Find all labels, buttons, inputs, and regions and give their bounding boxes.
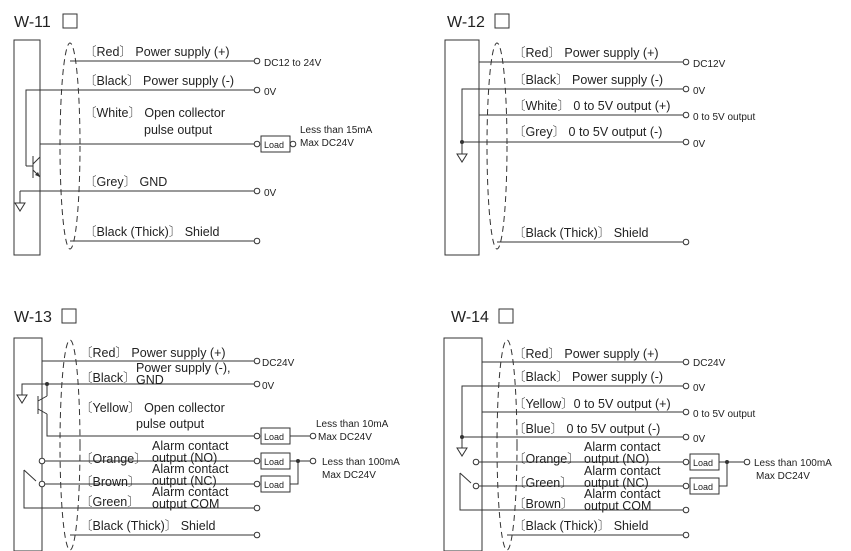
load-label: Load bbox=[264, 480, 285, 490]
square-symbol bbox=[499, 309, 513, 323]
wire-right-black: 0V bbox=[262, 381, 275, 392]
square-symbol bbox=[62, 309, 76, 323]
wire-label-white: 〔White〕 0 to 5V output (+) bbox=[513, 99, 671, 113]
cable-bundle bbox=[60, 43, 80, 249]
sensor-housing bbox=[444, 338, 482, 551]
wire-label-brown-a: Alarm contact bbox=[152, 462, 229, 476]
wire-right-orange-2: Max DC24V bbox=[322, 470, 376, 481]
wire-right-white-2: Max DC24V bbox=[300, 138, 354, 149]
wire-right-red: DC24V bbox=[262, 358, 295, 369]
load-label: Load bbox=[693, 482, 714, 492]
terminal bbox=[254, 532, 260, 538]
terminal bbox=[254, 188, 260, 194]
wire-right-orange-2: Max DC24V bbox=[756, 471, 810, 482]
load-label: Load bbox=[264, 432, 285, 442]
wire-label-black: 〔Black〕 Power supply (-) bbox=[513, 370, 664, 384]
terminal bbox=[683, 239, 689, 245]
wire-label-brown: 〔Brown〕 bbox=[80, 475, 141, 489]
terminal bbox=[473, 459, 479, 465]
wire-label-red: 〔Red〕 Power supply (+) bbox=[513, 347, 659, 361]
square-symbol bbox=[495, 14, 509, 28]
load-label: Load bbox=[264, 457, 285, 467]
terminal bbox=[39, 481, 45, 487]
wire-label-red: 〔Red〕 Power supply (+) bbox=[80, 346, 226, 360]
wire-label-green: 〔Green〕 bbox=[513, 476, 573, 490]
wire-label-brown-a: Alarm contact bbox=[584, 487, 661, 501]
wire-right-yellow: 0 to 5V output bbox=[693, 409, 756, 420]
wire-label-yellow: 〔Yellow〕 Open collector bbox=[80, 401, 225, 415]
terminal bbox=[254, 458, 260, 464]
wire-right-white: Less than 15mA bbox=[300, 125, 373, 136]
diagram-w-13 bbox=[14, 309, 400, 551]
wire-label-shield: 〔Black (Thick)〕 Shield bbox=[513, 226, 649, 240]
wire-label-red: 〔Red〕 Power supply (+) bbox=[84, 45, 230, 59]
wire-white bbox=[40, 144, 254, 157]
wire-right-black: 0V bbox=[693, 86, 706, 97]
terminal bbox=[254, 481, 260, 487]
wire-label-white: 〔White〕 Open collector bbox=[84, 106, 226, 120]
wire-label-blue: 〔Blue〕 0 to 5V output (-) bbox=[513, 422, 661, 436]
terminal bbox=[683, 383, 689, 389]
wire-label-green-a: Alarm contact bbox=[152, 485, 229, 499]
diagram-title: W-13 bbox=[14, 309, 52, 326]
load-lead bbox=[290, 461, 298, 484]
terminal bbox=[683, 459, 689, 465]
wire-right-yellow: Less than 10mA bbox=[316, 419, 389, 430]
terminal bbox=[254, 358, 260, 364]
terminal bbox=[310, 458, 316, 464]
wire-right-red: DC12V bbox=[693, 59, 726, 70]
wire-right-white: 0 to 5V output bbox=[693, 112, 756, 123]
terminal bbox=[254, 238, 260, 244]
terminal bbox=[683, 507, 689, 513]
cable-bundle bbox=[60, 340, 80, 550]
wire-label-yellow: 〔Yellow〕0 to 5V output (+) bbox=[513, 397, 671, 411]
terminal bbox=[683, 359, 689, 365]
square-symbol bbox=[63, 14, 77, 28]
wire-label-orange-a: Alarm contact bbox=[584, 440, 661, 454]
diagram-title: W-14 bbox=[451, 309, 489, 326]
wire-label-yellow-2: pulse output bbox=[136, 417, 205, 431]
wire-right-grey: 0V bbox=[693, 139, 706, 150]
terminal bbox=[39, 458, 45, 464]
wire-right-orange: Less than 100mA bbox=[322, 457, 400, 468]
wire-right-red: DC12 to 24V bbox=[264, 58, 322, 69]
wire-right-blue: 0V bbox=[693, 434, 706, 445]
terminal bbox=[683, 409, 689, 415]
terminal bbox=[683, 483, 689, 489]
wire-label-shield: 〔Black (Thick)〕 Shield bbox=[80, 519, 216, 533]
terminal bbox=[683, 139, 689, 145]
terminal bbox=[683, 532, 689, 538]
terminal bbox=[254, 505, 260, 511]
wire-right-black: 0V bbox=[264, 87, 277, 98]
load-lead bbox=[719, 462, 727, 486]
terminal bbox=[683, 434, 689, 440]
wire-right-black: 0V bbox=[693, 383, 706, 394]
terminal bbox=[290, 141, 296, 147]
sensor-housing bbox=[14, 338, 42, 551]
cable-bundle bbox=[487, 43, 507, 249]
wire-label-green: 〔Green〕 bbox=[80, 495, 140, 509]
wire-label-black: 〔Black〕 Power supply (-) bbox=[84, 74, 235, 88]
wire-label-grey: 〔Grey〕 GND bbox=[84, 175, 168, 189]
diagram-w-14 bbox=[444, 309, 832, 551]
wire-label-brown-b: output (NC) bbox=[152, 474, 217, 488]
wire-label-black-a: Power supply (-), bbox=[136, 361, 231, 375]
terminal bbox=[683, 86, 689, 92]
wire-label-white-2: pulse output bbox=[144, 123, 213, 137]
wire-label-black: 〔Black〕 bbox=[80, 371, 136, 385]
diagram-title: W-12 bbox=[447, 14, 485, 31]
wire-label-grey: 〔Grey〕 0 to 5V output (-) bbox=[513, 125, 663, 139]
wire-label-orange-b: output (NO) bbox=[152, 451, 218, 465]
wire-right-grey: 0V bbox=[264, 188, 277, 199]
wire-label-green-a: Alarm contact bbox=[584, 464, 661, 478]
wire-label-orange: 〔Orange〕 bbox=[80, 452, 147, 466]
terminal bbox=[683, 112, 689, 118]
diagram-w-11 bbox=[14, 14, 373, 255]
wire-label-black: 〔Black〕 Power supply (-) bbox=[513, 73, 664, 87]
terminal bbox=[683, 59, 689, 65]
wire-right-orange: Less than 100mA bbox=[754, 458, 832, 469]
terminal bbox=[254, 87, 260, 93]
diagram-title: W-11 bbox=[14, 14, 51, 31]
wire-label-green-b: output (NC) bbox=[584, 476, 649, 490]
wire-right-yellow-2: Max DC24V bbox=[318, 432, 372, 443]
terminal bbox=[254, 433, 260, 439]
wire-label-red: 〔Red〕 Power supply (+) bbox=[513, 46, 659, 60]
wire-label-brown-b: output COM bbox=[584, 499, 652, 513]
wire-label-shield: 〔Black (Thick)〕 Shield bbox=[513, 519, 649, 533]
load-label: Load bbox=[264, 140, 285, 150]
wire-label-brown: 〔Brown〕 bbox=[513, 497, 574, 511]
terminal bbox=[744, 459, 750, 465]
terminal bbox=[254, 381, 260, 387]
sensor-housing bbox=[14, 40, 40, 255]
diagram-w-12 bbox=[445, 14, 755, 255]
terminal bbox=[310, 433, 316, 439]
wire-label-orange: 〔Orange〕 bbox=[513, 452, 580, 466]
wire-label-orange-b: output (NO) bbox=[584, 452, 650, 466]
terminal bbox=[254, 141, 260, 147]
terminal bbox=[473, 483, 479, 489]
wire-label-black-b: GND bbox=[136, 373, 164, 387]
load-label: Load bbox=[693, 458, 714, 468]
wire-label-orange-a: Alarm contact bbox=[152, 439, 229, 453]
wire-label-green-b: output COM bbox=[152, 497, 220, 511]
wire-label-shield: 〔Black (Thick)〕 Shield bbox=[84, 225, 220, 239]
wire-right-red: DC24V bbox=[693, 358, 726, 369]
terminal bbox=[254, 58, 260, 64]
